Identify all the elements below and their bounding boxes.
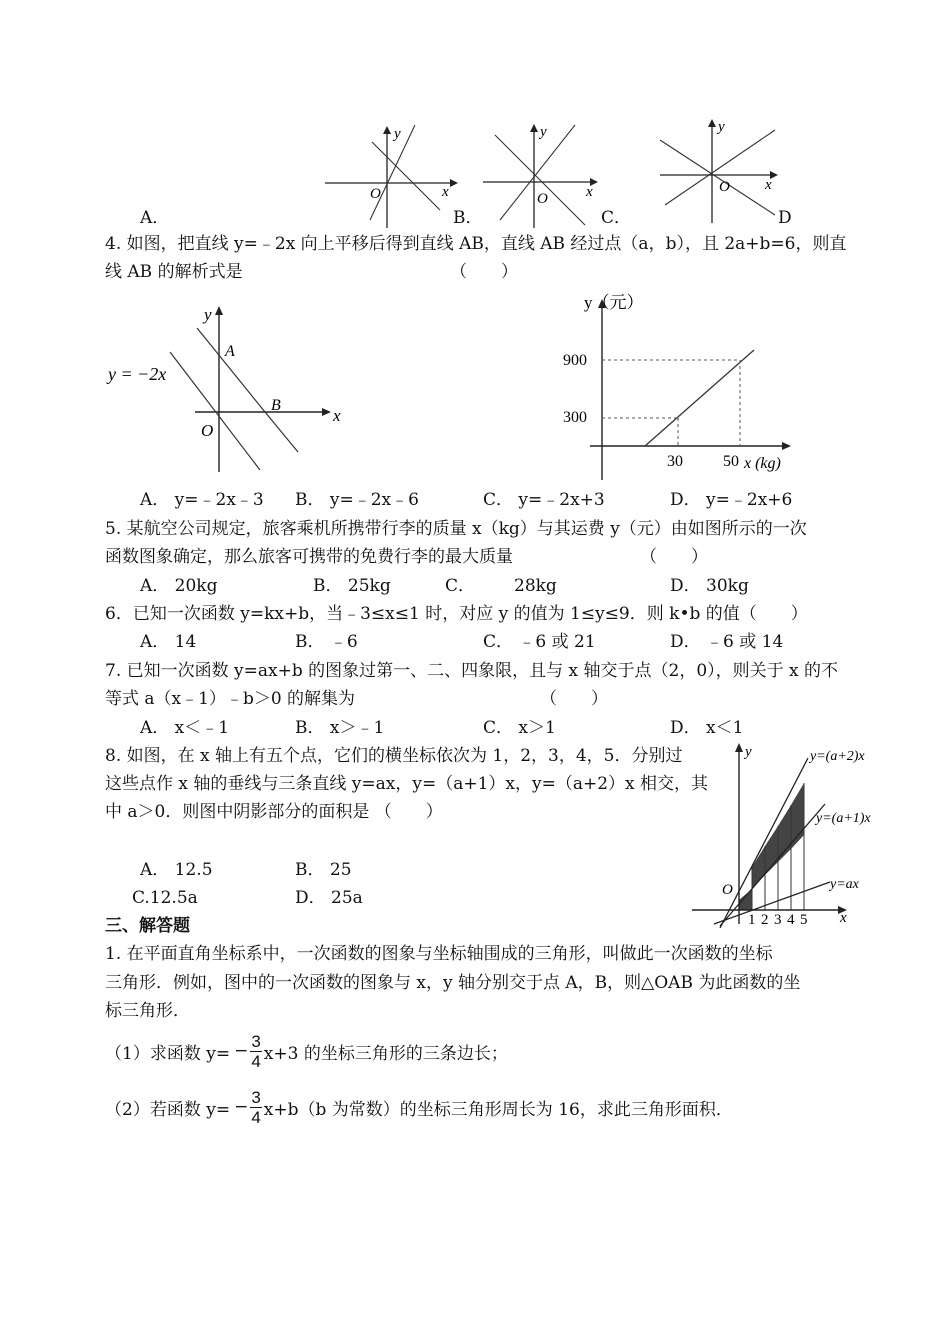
problem-1-line3: 标三角形． xyxy=(105,1001,190,1021)
y-tick-300: 300 xyxy=(563,409,587,426)
axis-x-label: x xyxy=(840,910,847,926)
sub1-suffix: x+3 的坐标三角形的三条边长； xyxy=(263,1043,508,1064)
origin-label: O xyxy=(370,186,381,202)
axis-y-label: y xyxy=(718,119,725,135)
x-tick: 2 xyxy=(761,912,769,928)
q5-answer-paren: （ ） xyxy=(640,547,708,567)
x-tick: 4 xyxy=(787,912,795,928)
shaded-strip xyxy=(791,783,804,849)
x-axis-unit: x (kg) xyxy=(744,455,781,472)
q5-option-a[interactable]: A． 20kg xyxy=(140,576,218,596)
subquestion-2 xyxy=(105,1087,733,1127)
q7-option-c[interactable]: C． x＞1 xyxy=(483,718,556,738)
axis-y-label: y xyxy=(540,124,547,140)
q4-text-line1: 4. 如图，把直线 y=﹣2x 向上平移后得到直线 AB，直线 AB 经过点（a，b），且 2a+b=6，则直 xyxy=(105,234,847,254)
axis-x-label: x xyxy=(586,184,593,200)
q6-option-a[interactable]: A． 14 xyxy=(140,632,197,652)
origin-label: O xyxy=(201,421,214,440)
q4-option-c[interactable]: C． y=﹣2x+3 xyxy=(483,490,605,510)
minus-sign: − xyxy=(234,1041,249,1061)
q7-text-line1: 7. 已知一次函数 y=ax+b 的图象过第一、二、四象限，且与 x 轴交于点（2，0），则关于 x 的不 xyxy=(105,661,839,681)
q4-figure xyxy=(100,300,360,480)
fraction-3-4 xyxy=(250,1089,261,1126)
q4-text-line2: 线 AB 的解析式是 xyxy=(105,262,243,282)
q3-graph-a xyxy=(320,120,460,230)
q5-text-line1: 5. 某航空公司规定，旅客乘机所携带行李的质量 x（kg）与其运费 y（元）由如图所示的一次 xyxy=(105,519,807,539)
q8-option-d[interactable]: D． 25a xyxy=(295,888,363,908)
q3-graph-b xyxy=(480,120,605,230)
x-tick-50: 50 xyxy=(723,453,739,470)
q3-option-c[interactable]: C． xyxy=(601,208,632,228)
q6-text-line1: 6．已知一次函数 y=kx+b，当﹣3≤x≤1 时，对应 y 的值为 1≤y≤9．则 k•b 的值（ ） xyxy=(105,604,808,624)
q8-text-line1: 8. 如图，在 x 轴上有五个点，它们的横坐标依次为 1，2，3，4，5．分别过 xyxy=(105,746,683,766)
origin-label: O xyxy=(537,191,548,207)
x-tick-30: 30 xyxy=(667,453,683,470)
axis-x-label: x xyxy=(765,177,772,193)
axis-y-label: y xyxy=(745,744,752,760)
q5-option-d[interactable]: D． 30kg xyxy=(670,576,749,596)
line-label-a1: y=(a+1)x xyxy=(816,811,871,826)
fraction-denominator: 4 xyxy=(251,1051,261,1071)
origin-label: O xyxy=(722,882,733,898)
q7-option-d[interactable]: D． x＜1 xyxy=(670,718,744,738)
y-tick-900: 900 xyxy=(563,352,587,369)
q5-option-b[interactable]: B． 25kg xyxy=(313,576,391,596)
q7-option-b[interactable]: B． x＞﹣1 xyxy=(295,718,385,738)
origin-label: O xyxy=(719,179,730,195)
fraction-numerator: 3 xyxy=(251,1031,261,1051)
q7-text-line2: 等式 a（x﹣1）﹣b＞0 的解集为 xyxy=(105,689,356,709)
q8-text-line2: 这些点作 x 轴的垂线与三条直线 y=ax，y=（a+1）x，y=（a+2）x 相交，其 xyxy=(105,774,709,794)
axis-y-label: y xyxy=(204,305,212,324)
shaded-strip xyxy=(765,826,778,875)
q4-option-a[interactable]: A． y=﹣2x﹣3 xyxy=(140,490,264,510)
sub2-prefix: （2）若函数 y= xyxy=(105,1099,231,1120)
q3-option-a[interactable]: A． xyxy=(140,208,170,228)
q4-option-d[interactable]: D． y=﹣2x+6 xyxy=(670,490,793,510)
q8-option-b[interactable]: B． 25 xyxy=(295,860,352,880)
axis-x-label: x xyxy=(333,406,341,425)
q6-option-d[interactable]: D． ﹣6 或 14 xyxy=(670,632,784,652)
q5-option-c-value: 28kg xyxy=(514,576,557,596)
section-title: 三、解答题 xyxy=(105,916,190,936)
line-label-a: y=ax xyxy=(830,877,859,892)
q4-option-b[interactable]: B． y=﹣2x﹣6 xyxy=(295,490,419,510)
axis-y-label: y xyxy=(394,126,401,142)
x-tick: 5 xyxy=(800,912,808,928)
fraction-numerator: 3 xyxy=(251,1087,261,1107)
q7-answer-paren: （ ） xyxy=(540,689,608,709)
q8-option-a[interactable]: A． 12.5 xyxy=(140,860,213,880)
q8-option-c[interactable]: C.12.5a xyxy=(132,888,198,908)
sub1-prefix: （1）求函数 y= xyxy=(105,1043,231,1064)
q3-graph-d xyxy=(655,115,785,225)
axis-x-label: x xyxy=(442,184,449,200)
q7-option-a[interactable]: A． x＜﹣1 xyxy=(140,718,230,738)
fraction-3-4 xyxy=(250,1033,261,1070)
sub2-suffix: x+b（b 为常数）的坐标三角形周长为 16，求此三角形面积． xyxy=(263,1099,733,1120)
subquestion-1 xyxy=(105,1031,508,1071)
line-label: y = −2x xyxy=(108,364,167,384)
q6-option-b[interactable]: B． ﹣6 xyxy=(295,632,358,652)
point-b-label: B xyxy=(271,397,281,414)
q5-figure xyxy=(550,288,800,488)
problem-1-line1: 1. 在平面直角坐标系中，一次函数的图象与坐标轴围成的三角形，叫做此一次函数的坐标 xyxy=(105,944,773,964)
q4-answer-paren: （ ） xyxy=(450,262,518,282)
x-tick: 1 xyxy=(748,912,756,928)
shaded-strip xyxy=(739,889,752,910)
q3-option-d[interactable]: D xyxy=(778,208,792,228)
point-a-label: A xyxy=(225,343,235,360)
q5-option-c[interactable]: C． xyxy=(445,576,476,596)
q6-option-c[interactable]: C． ﹣6 或 21 xyxy=(483,632,596,652)
x-tick: 3 xyxy=(774,912,782,928)
q8-figure xyxy=(690,738,915,928)
line-label-a2: y=(a+2)x xyxy=(810,749,865,764)
y-axis-unit: y（元） xyxy=(584,293,644,312)
q5-text-line2: 函数图象确定，那么旅客可携带的免费行李的最大质量 xyxy=(105,547,513,567)
minus-sign: − xyxy=(234,1097,249,1117)
q3-option-b[interactable]: B． xyxy=(453,208,483,228)
q8-text-line3: 中 a＞0．则图中阴影部分的面积是 （ ） xyxy=(105,802,443,822)
problem-1-line2: 三角形．例如，图中的一次函数的图象与 x，y 轴分别交于点 A，B，则△OAB 为此函数的坐 xyxy=(105,973,801,993)
fraction-denominator: 4 xyxy=(251,1107,261,1127)
